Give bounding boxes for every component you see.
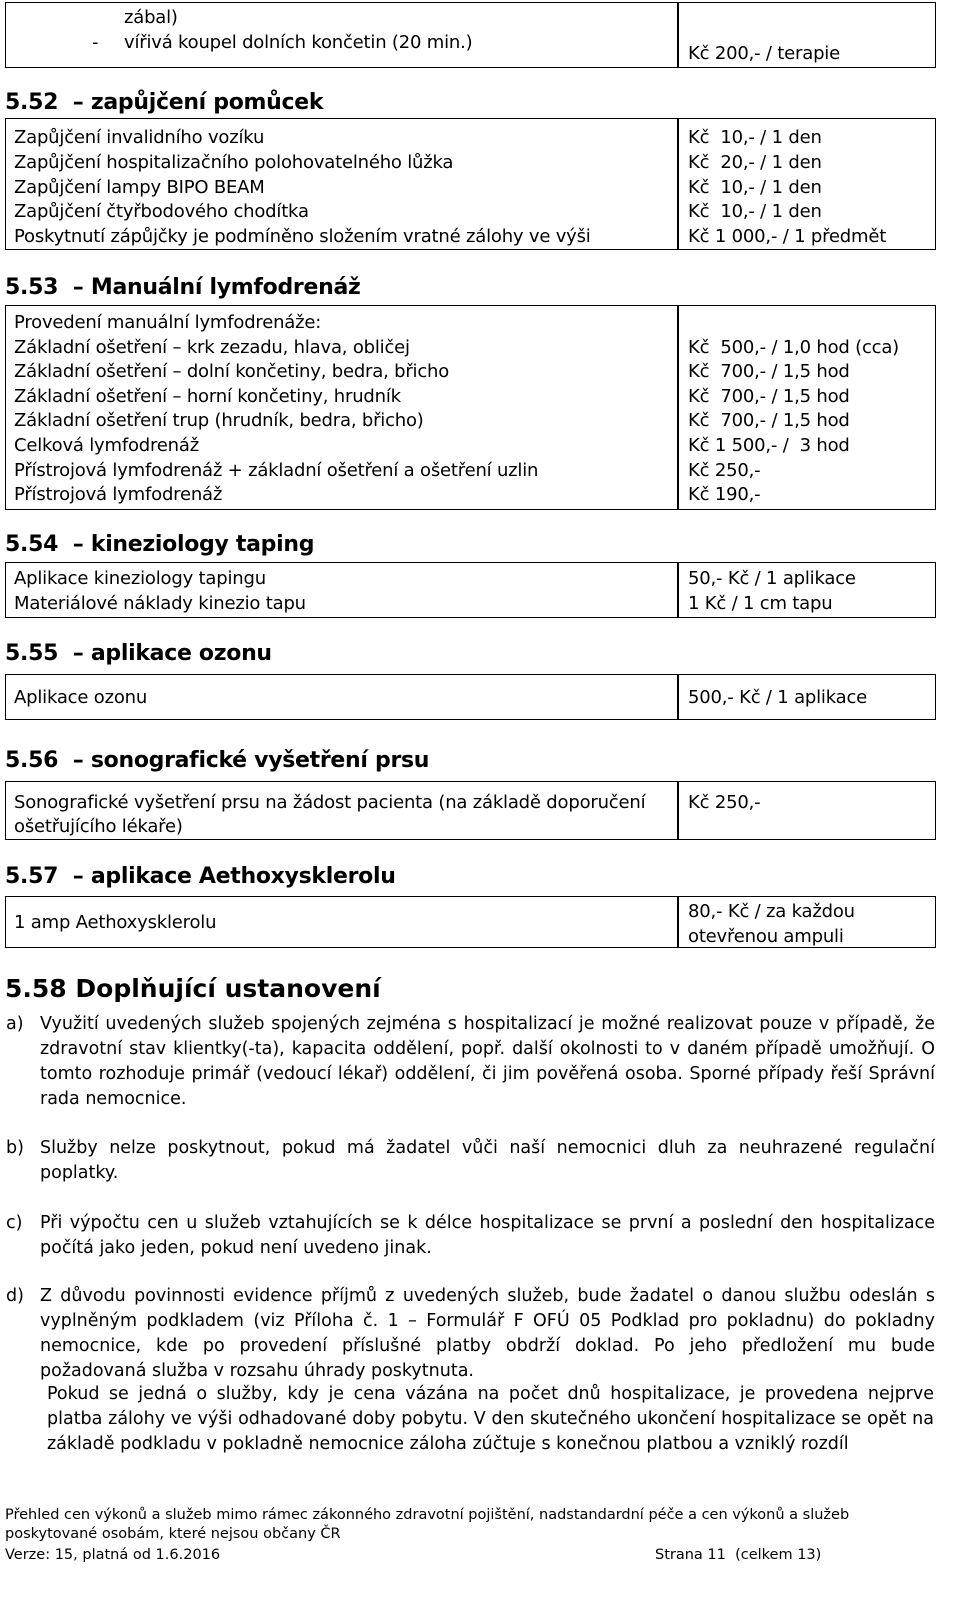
s52-item: Zapůjčení lampy BIPO BEAM <box>14 177 265 198</box>
s56-price: Kč 250,- <box>688 792 761 813</box>
s56-item-line2: ošetřujícího lékaře) <box>14 816 183 837</box>
s53-price: Kč 1 500,- / 3 hod <box>688 435 850 456</box>
para-a-label: a) <box>6 1014 24 1034</box>
section-5-52-heading: 5.52 – zapůjčení pomůcek <box>5 90 324 115</box>
s53-item: Základní ošetření trup (hrudník, bedra, břicho) <box>14 410 424 431</box>
top-item-line2: vířivá koupel dolních končetin (20 min.) <box>124 32 473 53</box>
s52-price: Kč 10,- / 1 den <box>688 127 822 148</box>
para-d-text: Z důvodu povinnosti evidence příjmů z uvedených služeb, bude žadatel o danou službu odeslán s vyplněným podkladem (viz Příloha č. 1 – Formulář F OFÚ 05 Podklad pro pokladnu) do pokladny nemocnice, kde po provedení příslušné platby obdrží doklad. Po jeho předložení mu bude požadovaná služba v rozsahu úhrady poskytnuta. <box>40 1286 935 1381</box>
section-5-58-heading: 5.58 Doplňující ustanovení <box>5 974 381 1003</box>
s52-price: Kč 1 000,- / 1 předmět <box>688 226 887 247</box>
s53-item: Základní ošetření – dolní končetiny, bedra, břicho <box>14 361 450 382</box>
para-c-label: c) <box>6 1213 23 1233</box>
s56-item-line1: Sonografické vyšetření prsu na žádost pacienta (na základě doporučení <box>14 792 646 813</box>
s52-item: Poskytnutí zápůjčky je podmíněno složením vratné zálohy ve výši <box>14 226 591 247</box>
para-d-label: d) <box>6 1286 24 1306</box>
s55-price: 500,- Kč / 1 aplikace <box>688 687 868 708</box>
section-5-56-heading: 5.56 – sonografické vyšetření prsu <box>5 748 430 773</box>
s53-item: Přístrojová lymfodrenáž + základní ošetření a ošetření uzlin <box>14 460 539 481</box>
s53-price: Kč 700,- / 1,5 hod <box>688 361 850 382</box>
footer-line2: poskytované osobám, které nejsou občany ČR <box>5 1526 341 1542</box>
section-5-54-heading: 5.54 – kineziology taping <box>5 532 315 557</box>
para-a-text: Využití uvedených služeb spojených zejména s hospitalizací je možné realizovat pouze v případě, že zdravotní stav klientky(-ta), kapacita oddělení, popř. další okolnosti to v daném případě umožňují. O tomto rozhoduje primář (vedoucí lékař) oddělení, či jim pověřená osoba. Sporné případy řeší Správní rada nemocnice. <box>40 1014 935 1109</box>
s57-item: 1 amp Aethoxysklerolu <box>14 912 217 933</box>
footer-version: Verze: 15, platná od 1.6.2016 <box>5 1547 221 1563</box>
para-b-label: b) <box>6 1138 24 1158</box>
s53-price: Kč 700,- / 1,5 hod <box>688 410 850 431</box>
para-d-extra: Pokud se jedná o služby, kdy je cena vázána na počet dnů hospitalizace, je provedena nejprve platba zálohy ve výši odhadované doby pobytu. V den skutečného ukončení hospitalizace se opět na základě podkladu v pokladně nemocnice záloha zúčtuje s konečnou platbou a vzniklý rozdíl <box>47 1384 934 1454</box>
s54-item: Materiálové náklady kinezio tapu <box>14 593 306 614</box>
s53-price: Kč 700,- / 1,5 hod <box>688 386 850 407</box>
section-5-55-heading: 5.55 – aplikace ozonu <box>5 641 272 666</box>
s53-item: Přístrojová lymfodrenáž <box>14 484 223 505</box>
s52-item: Zapůjčení hospitalizačního polohovatelného lůžka <box>14 152 454 173</box>
footer-page: Strana 11 (celkem 13) <box>655 1547 822 1563</box>
s53-price: Kč 190,- <box>688 484 761 505</box>
footer-line1: Přehled cen výkonů a služeb mimo rámec zákonného zdravotní pojištění, nadstandardní péče a cen výkonů a služeb <box>5 1507 850 1523</box>
s53-item: Základní ošetření – krk zezadu, hlava, obličej <box>14 337 410 358</box>
s52-item: Zapůjčení čtyřbodového chodítka <box>14 201 309 222</box>
s53-price: Kč 250,- <box>688 460 761 481</box>
s52-price: Kč 10,- / 1 den <box>688 201 822 222</box>
s53-item: Celková lymfodrenáž <box>14 435 199 456</box>
s53-item: Provedení manuální lymfodrenáže: <box>14 312 322 333</box>
top-price: Kč 200,- / terapie <box>688 43 840 64</box>
s55-item: Aplikace ozonu <box>14 687 148 708</box>
s54-price: 1 Kč / 1 cm tapu <box>688 593 833 614</box>
top-item-line1: zábal) <box>124 7 178 28</box>
para-c-text: Při výpočtu cen u služeb vztahujících se k délce hospitalizace se první a poslední den hospitalizace počítá jako jeden, pokud není uvedeno jinak. <box>40 1213 935 1258</box>
s57-price-line2: otevřenou ampuli <box>688 926 844 947</box>
s54-item: Aplikace kineziology tapingu <box>14 568 266 589</box>
s53-item: Základní ošetření – horní končetiny, hrudník <box>14 386 401 407</box>
s53-price: Kč 500,- / 1,0 hod (cca) <box>688 337 900 358</box>
s52-item: Zapůjčení invalidního vozíku <box>14 127 265 148</box>
section-5-57-heading: 5.57 – aplikace Aethoxysklerolu <box>5 864 396 889</box>
s52-price: Kč 20,- / 1 den <box>688 152 822 173</box>
s52-price: Kč 10,- / 1 den <box>688 177 822 198</box>
para-b-text: Služby nelze poskytnout, pokud má žadatel vůči naší nemocnici dluh za neuhrazené regulační poplatky. <box>40 1138 935 1183</box>
section-5-53-heading: 5.53 – Manuální lymfodrenáž <box>5 275 361 300</box>
s57-price-line1: 80,- Kč / za každou <box>688 901 855 922</box>
top-item-dash: - <box>92 32 99 53</box>
s54-price: 50,- Kč / 1 aplikace <box>688 568 856 589</box>
